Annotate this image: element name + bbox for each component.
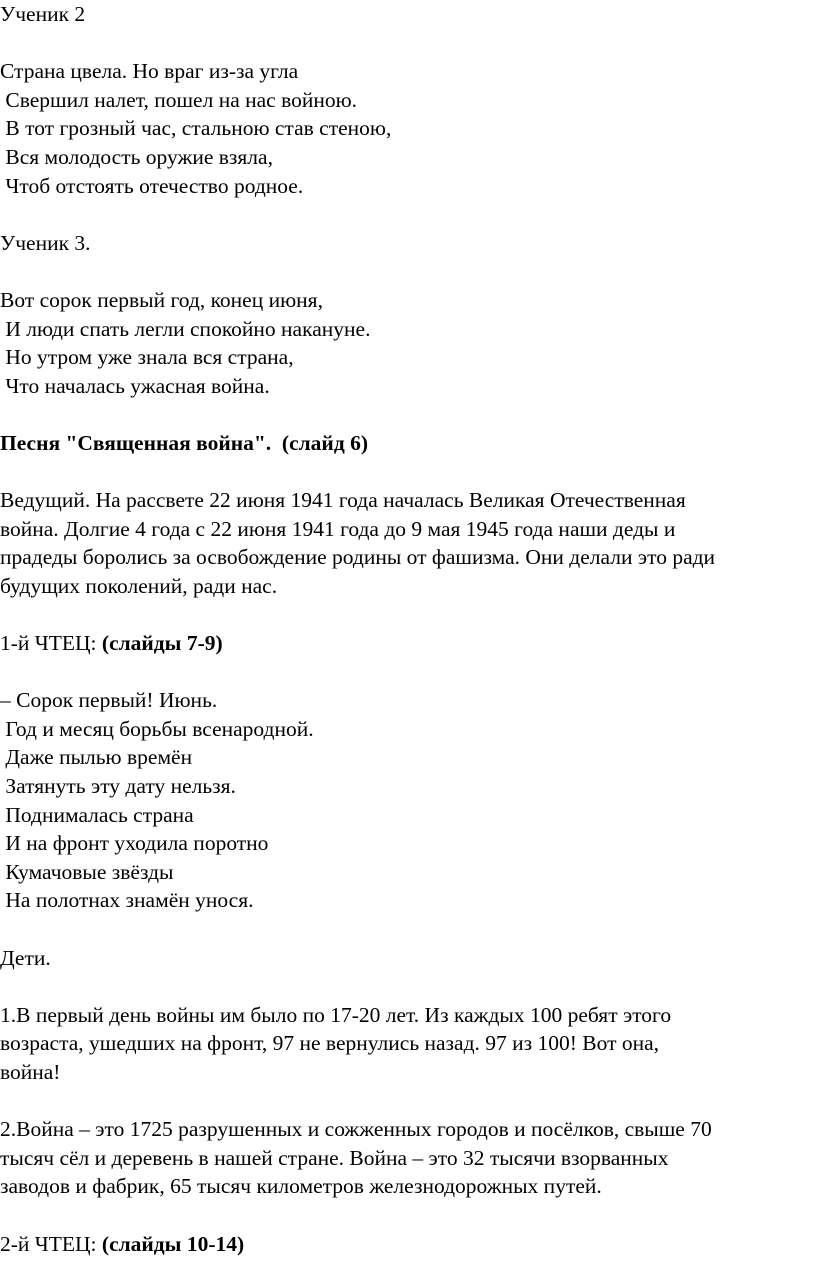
poem-line: Страна цвела. Но враг из-за угла bbox=[0, 59, 299, 84]
poem-line: Вот сорок первый год, конец июня, bbox=[0, 287, 323, 312]
student2-heading: Ученик 2 bbox=[0, 2, 86, 26]
reader1-slides: (слайды 7-9) bbox=[101, 631, 223, 656]
spacer bbox=[0, 1087, 816, 1116]
spacer bbox=[0, 29, 816, 58]
poem-line: И на фронт уходила поротно bbox=[0, 831, 269, 856]
poem-line: И люди спать легли спокойно накануне. bbox=[0, 316, 371, 341]
spacer bbox=[0, 200, 816, 229]
children-heading: Дети. bbox=[0, 945, 51, 970]
poem-line: На полотнах знамён унося. bbox=[0, 888, 254, 913]
children-item-2 bbox=[0, 1115, 816, 1201]
text-line: 1.В первый день войны им было по 17-20 лет. Из каждых 100 ребят этого bbox=[0, 1002, 672, 1027]
poem-line: Но утром уже знала вся страна, bbox=[0, 345, 294, 370]
poem-line: Поднималась страна bbox=[0, 802, 194, 827]
text-line: 2.Война – это 1725 разрушенных и сожженных городов и посёлков, свыше 70 bbox=[0, 1117, 712, 1142]
reader1-poem bbox=[0, 686, 816, 915]
poem-line: Что началась ужасная война. bbox=[0, 373, 270, 398]
text-line: Ведущий. На рассвете 22 июня 1941 года началась Великая Отечественная bbox=[0, 488, 686, 513]
spacer bbox=[0, 400, 816, 429]
spacer bbox=[0, 600, 816, 629]
reader2-heading bbox=[0, 1230, 816, 1259]
spacer bbox=[0, 972, 816, 1001]
reader2-label: 2-й ЧТЕЦ: bbox=[0, 1231, 102, 1256]
poem-line: Вся молодость оружие взяла, bbox=[0, 144, 273, 169]
poem-line: – Сорок первый! Июнь. bbox=[0, 688, 218, 713]
children-item-1 bbox=[0, 1001, 816, 1087]
text-line: заводов и фабрик, 65 тысяч километров железнодорожных путей. bbox=[0, 1174, 602, 1199]
host-paragraph bbox=[0, 486, 816, 600]
spacer bbox=[0, 915, 816, 944]
poem-line: Затянуть эту дату нельзя. bbox=[0, 774, 236, 799]
student2-poem bbox=[0, 57, 816, 200]
poem-line: В тот грозный час, стальною став стеною, bbox=[0, 116, 392, 141]
student3-heading: Ученик 3. bbox=[0, 230, 91, 255]
student3-poem bbox=[0, 286, 816, 400]
text-line: война! bbox=[0, 1059, 61, 1084]
reader1-heading bbox=[0, 629, 816, 658]
text-line: возраста, ушедших на фронт, 97 не вернулись назад. 97 из 100! Вот она, bbox=[0, 1031, 660, 1056]
spacer bbox=[0, 1201, 816, 1230]
text-line: будущих поколений, ради нас. bbox=[0, 573, 278, 598]
reader1-label: 1-й ЧТЕЦ: bbox=[0, 631, 102, 656]
text-line: прадеды боролись за освобождение родины от фашизма. Они делали это ради bbox=[0, 545, 716, 570]
poem-line: Кумачовые звёзды bbox=[0, 859, 174, 884]
spacer bbox=[0, 658, 816, 687]
spacer bbox=[0, 257, 816, 286]
text-line: война. Долгие 4 года с 22 июня 1941 года до 9 мая 1945 года наши деды и bbox=[0, 516, 676, 541]
poem-line: Свершил налет, пошел на нас войною. bbox=[0, 87, 358, 112]
song-title: Песня "Священная война". (слайд 6) bbox=[0, 430, 368, 455]
reader2-slides: (слайды 10-14) bbox=[101, 1231, 245, 1256]
poem-line: Чтоб отстоять отечество родное. bbox=[0, 173, 304, 198]
poem-line: Год и месяц борьбы всенародной. bbox=[0, 716, 314, 741]
poem-line: Даже пылью времён bbox=[0, 745, 193, 770]
spacer bbox=[0, 458, 816, 487]
text-line: тысяч сёл и деревень в нашей стране. Война – это 32 тысячи взорванных bbox=[0, 1145, 669, 1170]
